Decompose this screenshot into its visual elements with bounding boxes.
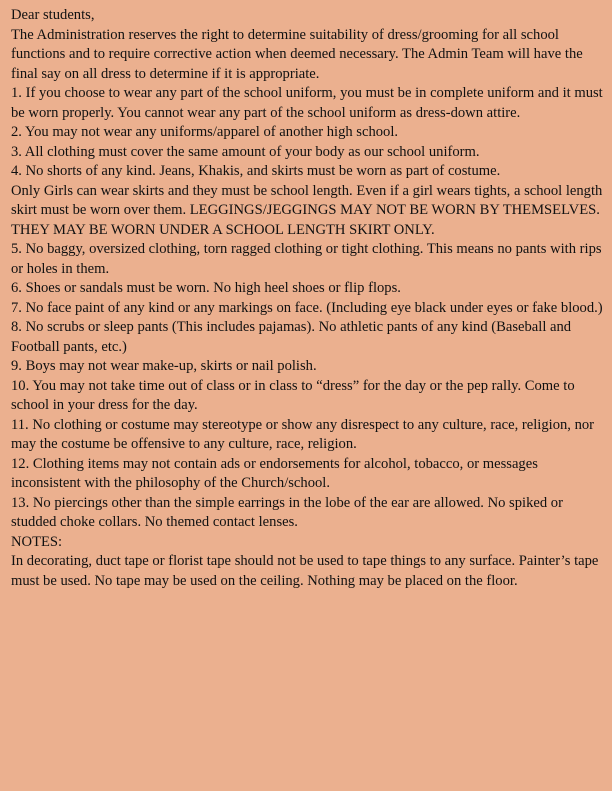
rule-7: 7. No face paint of any kind or any markings on face. (Including eye black under eyes or fake blood.) <box>11 299 603 316</box>
rule-1: 1. If you choose to wear any part of the school uniform, you must be in complete uniform and it must be worn properly. You cannot wear any part of the school uniform as dress-down attire. <box>11 85 603 121</box>
rule-5: 5. No baggy, oversized clothing, torn ragged clothing or tight clothing. This means no pants with rips or holes in them. <box>11 241 602 277</box>
rule-13: 13. No piercings other than the simple earrings in the lobe of the ear are allowed. No spiked or studded choke collars. No themed contact lenses. <box>11 494 563 530</box>
rule-10: 10. You may not take time out of class or in class to “dress” for the day or the pep rally. Come to school in your dress for the day. <box>11 377 575 413</box>
notes-heading: NOTES: <box>11 533 63 550</box>
rule-12: 12. Clothing items may not contain ads or endorsements for alcohol, tobacco, or messages inconsistent with the philosophy of the Church/school. <box>11 455 538 491</box>
rule-4-skirts: Only Girls can wear skirts and they must be school length. Even if a girl wears tights, a school length skirt must be worn over them. LEGGINGS/JEGGINGS MAY NOT BE WORN BY THEMSELVES. THEY MAY BE WORN UNDER A SCHOOL LENGTH SKIRT ONLY. <box>11 182 603 238</box>
rule-8: 8. No scrubs or sleep pants (This includes pajamas). No athletic pants of any kind (Baseball and Football pants, etc.) <box>11 319 572 355</box>
rule-2: 2. You may not wear any uniforms/apparel of another high school. <box>11 124 399 140</box>
rule-4: 4. No shorts of any kind. Jeans, Khakis, and skirts must be worn as part of costume. <box>11 163 501 179</box>
dress-code-letter <box>11 6 603 591</box>
rule-11: 11. No clothing or costume may stereotype or show any disrespect to any culture, race, religion, nor may the costume be offensive to any culture, race, religion. <box>11 416 595 452</box>
rule-6: 6. Shoes or sandals must be worn. No high heel shoes or flip flops. <box>11 280 401 296</box>
notes-text: In decorating, duct tape or florist tape should not be used to tape things to any surface. Painter’s tape must be used. No tape may be used on the ceiling. Nothing may be placed on the floor. <box>11 553 599 589</box>
greeting: Dear students, <box>11 7 95 23</box>
rule-3: 3. All clothing must cover the same amount of your body as our school uniform. <box>11 143 480 160</box>
intro-paragraph: The Administration reserves the right to determine suitability of dress/grooming for all school functions and to require corrective action when deemed necessary. The Admin Team will have the final say on all dress to determine if it is appropriate. <box>11 26 583 82</box>
rule-9: 9. Boys may not wear make-up, skirts or nail polish. <box>11 358 317 374</box>
